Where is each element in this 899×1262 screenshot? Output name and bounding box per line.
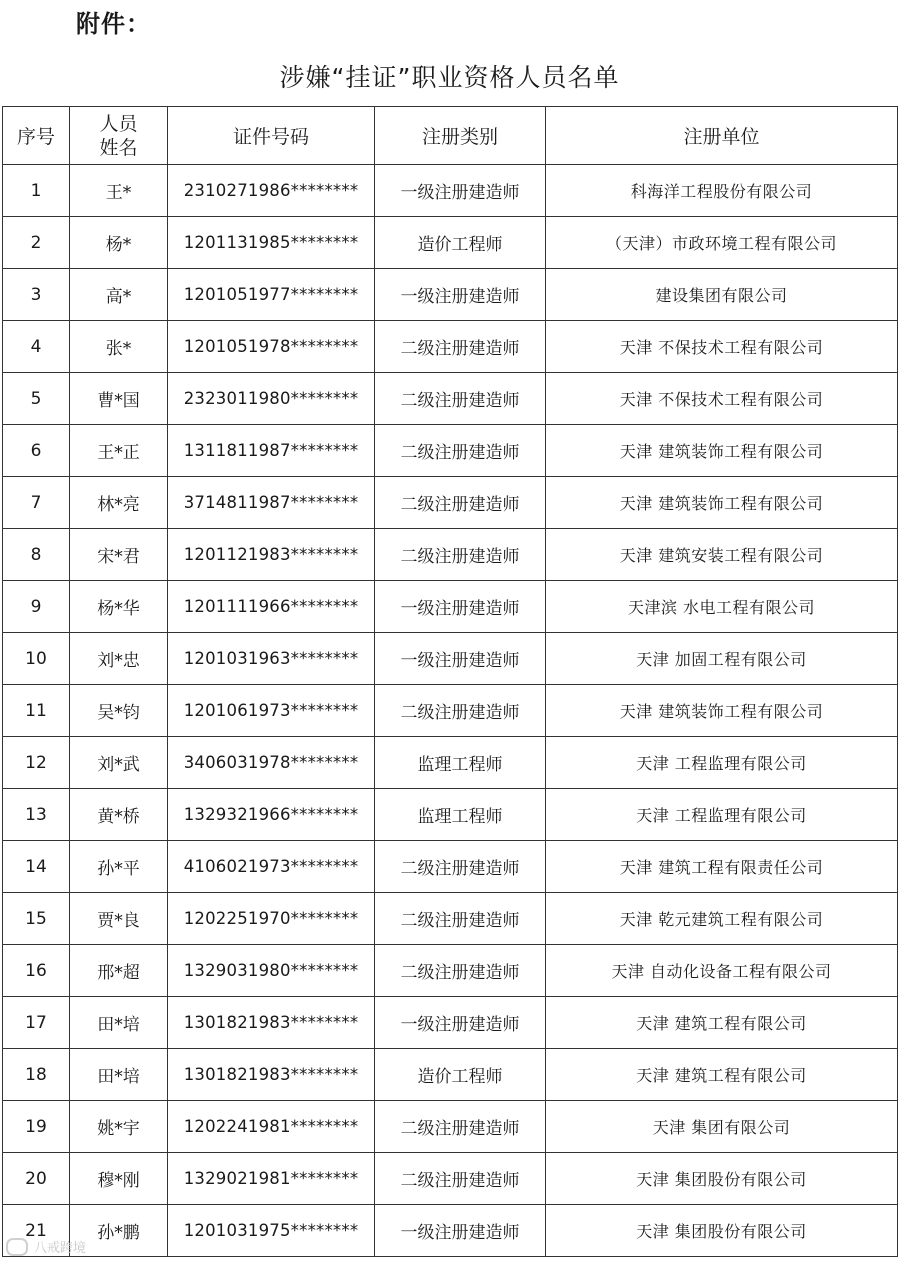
table-row (3, 685, 898, 737)
person-name: 高* (70, 269, 168, 321)
row-index: 21 (3, 1205, 70, 1257)
table-row (3, 269, 898, 321)
registration-unit: 天津 集团股份有限公司 (546, 1205, 898, 1257)
header-index: 序号 (3, 107, 70, 165)
registration-unit: 天津 建筑工程有限责任公司 (546, 841, 898, 893)
person-name: 曹*国 (70, 373, 168, 425)
row-index: 17 (3, 997, 70, 1049)
person-name: 杨*华 (70, 581, 168, 633)
table-row (3, 841, 898, 893)
registration-unit: 天津 工程监理有限公司 (546, 737, 898, 789)
registration-unit: 天津 集团有限公司 (546, 1101, 898, 1153)
row-index: 2 (3, 217, 70, 269)
row-index: 16 (3, 945, 70, 997)
id-number: 3406031978******** (168, 737, 375, 789)
registration-type: 一级注册建造师 (375, 1205, 546, 1257)
registration-unit: 天津 建筑工程有限公司 (546, 997, 898, 1049)
table-row (3, 893, 898, 945)
registration-unit: 天津 建筑装饰工程有限公司 (546, 425, 898, 477)
registration-unit: 天津 建筑装饰工程有限公司 (546, 685, 898, 737)
watermark-text: 八戒跨境 (34, 1241, 87, 1256)
person-name: 杨* (70, 217, 168, 269)
table-row (3, 581, 898, 633)
registration-type: 二级注册建造师 (375, 841, 546, 893)
id-number: 1201051977******** (168, 269, 375, 321)
registration-type: 二级注册建造师 (375, 685, 546, 737)
registration-unit: 建设集团有限公司 (546, 269, 898, 321)
registration-type: 二级注册建造师 (375, 1101, 546, 1153)
table-row (3, 425, 898, 477)
person-name: 张* (70, 321, 168, 373)
table-row (3, 789, 898, 841)
person-name: 吴*钧 (70, 685, 168, 737)
id-number: 3714811987******** (168, 477, 375, 529)
registration-type: 监理工程师 (375, 789, 546, 841)
row-index: 20 (3, 1153, 70, 1205)
registration-unit: 天津滨 水电工程有限公司 (546, 581, 898, 633)
table-row (3, 217, 898, 269)
header-id-number: 证件号码 (168, 107, 375, 165)
row-index: 1 (3, 165, 70, 217)
registration-type: 一级注册建造师 (375, 581, 546, 633)
row-index: 14 (3, 841, 70, 893)
table-row (3, 1153, 898, 1205)
registration-unit: 天津 不保技术工程有限公司 (546, 321, 898, 373)
table-row (3, 321, 898, 373)
row-index: 3 (3, 269, 70, 321)
id-number: 1329021981******** (168, 1153, 375, 1205)
row-index: 4 (3, 321, 70, 373)
id-number: 1201121983******** (168, 529, 375, 581)
person-name: 贾*良 (70, 893, 168, 945)
table-row (3, 1049, 898, 1101)
registration-unit: 天津 建筑工程有限公司 (546, 1049, 898, 1101)
table-row (3, 1205, 898, 1257)
table-row (3, 945, 898, 997)
row-index: 7 (3, 477, 70, 529)
id-number: 1329321966******** (168, 789, 375, 841)
person-name: 田*培 (70, 997, 168, 1049)
row-index: 6 (3, 425, 70, 477)
row-index: 11 (3, 685, 70, 737)
table-row (3, 633, 898, 685)
registration-unit: 天津 乾元建筑工程有限公司 (546, 893, 898, 945)
registration-unit: 天津 工程监理有限公司 (546, 789, 898, 841)
registration-type: 二级注册建造师 (375, 893, 546, 945)
row-index: 8 (3, 529, 70, 581)
document-title: 涉嫌“挂证”职业资格人员名单 (279, 63, 620, 92)
id-number: 1201131985******** (168, 217, 375, 269)
id-number: 1311811987******** (168, 425, 375, 477)
registration-unit: 天津 加固工程有限公司 (546, 633, 898, 685)
personnel-table (2, 106, 898, 1257)
table-row (3, 737, 898, 789)
watermark-logo-icon (6, 1238, 28, 1256)
id-number: 1201111966******** (168, 581, 375, 633)
registration-unit: 天津 集团股份有限公司 (546, 1153, 898, 1205)
table-row (3, 997, 898, 1049)
person-name: 黄*桥 (70, 789, 168, 841)
registration-unit: 天津 自动化设备工程有限公司 (546, 945, 898, 997)
header-registration-unit: 注册单位 (546, 107, 898, 165)
table-row (3, 477, 898, 529)
person-name: 孙*平 (70, 841, 168, 893)
registration-type: 一级注册建造师 (375, 269, 546, 321)
header-name-text: 人员 姓名 (99, 112, 138, 159)
person-name: 姚*宇 (70, 1101, 168, 1153)
id-number: 4106021973******** (168, 841, 375, 893)
registration-unit: 天津 建筑安装工程有限公司 (546, 529, 898, 581)
registration-unit: 科海洋工程股份有限公司 (546, 165, 898, 217)
row-index: 15 (3, 893, 70, 945)
id-number: 1202241981******** (168, 1101, 375, 1153)
id-number: 1301821983******** (168, 1049, 375, 1101)
id-number: 1202251970******** (168, 893, 375, 945)
row-index: 5 (3, 373, 70, 425)
table-row (3, 165, 898, 217)
registration-type: 一级注册建造师 (375, 633, 546, 685)
registration-type: 监理工程师 (375, 737, 546, 789)
row-index: 12 (3, 737, 70, 789)
registration-unit: 天津 不保技术工程有限公司 (546, 373, 898, 425)
registration-unit: 天津 建筑装饰工程有限公司 (546, 477, 898, 529)
person-name: 王*正 (70, 425, 168, 477)
id-number: 2310271986******** (168, 165, 375, 217)
registration-type: 一级注册建造师 (375, 997, 546, 1049)
person-name: 林*亮 (70, 477, 168, 529)
row-index: 18 (3, 1049, 70, 1101)
table-row (3, 373, 898, 425)
id-number: 1301821983******** (168, 997, 375, 1049)
id-number: 1329031980******** (168, 945, 375, 997)
id-number: 1201031975******** (168, 1205, 375, 1257)
person-name: 刘*武 (70, 737, 168, 789)
row-index: 13 (3, 789, 70, 841)
id-number: 1201061973******** (168, 685, 375, 737)
registration-unit: （天津）市政环境工程有限公司 (546, 217, 898, 269)
header-name (70, 107, 168, 165)
registration-type: 二级注册建造师 (375, 1153, 546, 1205)
id-number: 1201051978******** (168, 321, 375, 373)
person-name: 邢*超 (70, 945, 168, 997)
row-index: 19 (3, 1101, 70, 1153)
table-body (3, 165, 898, 1257)
person-name: 田*培 (70, 1049, 168, 1101)
person-name: 穆*刚 (70, 1153, 168, 1205)
person-name: 宋*君 (70, 529, 168, 581)
registration-type: 一级注册建造师 (375, 165, 546, 217)
registration-type: 二级注册建造师 (375, 477, 546, 529)
registration-type: 造价工程师 (375, 217, 546, 269)
registration-type: 二级注册建造师 (375, 321, 546, 373)
header-registration-type: 注册类别 (375, 107, 546, 165)
id-number: 1201031963******** (168, 633, 375, 685)
watermark (6, 1237, 86, 1256)
person-name: 孙*鹏 (70, 1205, 168, 1257)
registration-type: 二级注册建造师 (375, 425, 546, 477)
row-index: 10 (3, 633, 70, 685)
id-number: 2323011980******** (168, 373, 375, 425)
registration-type: 二级注册建造师 (375, 373, 546, 425)
table-header-row (3, 107, 898, 165)
table-row (3, 529, 898, 581)
table-row (3, 1101, 898, 1153)
row-index: 9 (3, 581, 70, 633)
attachment-label: 附件： (76, 10, 151, 38)
registration-type: 二级注册建造师 (375, 529, 546, 581)
person-name: 王* (70, 165, 168, 217)
registration-type: 造价工程师 (375, 1049, 546, 1101)
registration-type: 二级注册建造师 (375, 945, 546, 997)
person-name: 刘*忠 (70, 633, 168, 685)
